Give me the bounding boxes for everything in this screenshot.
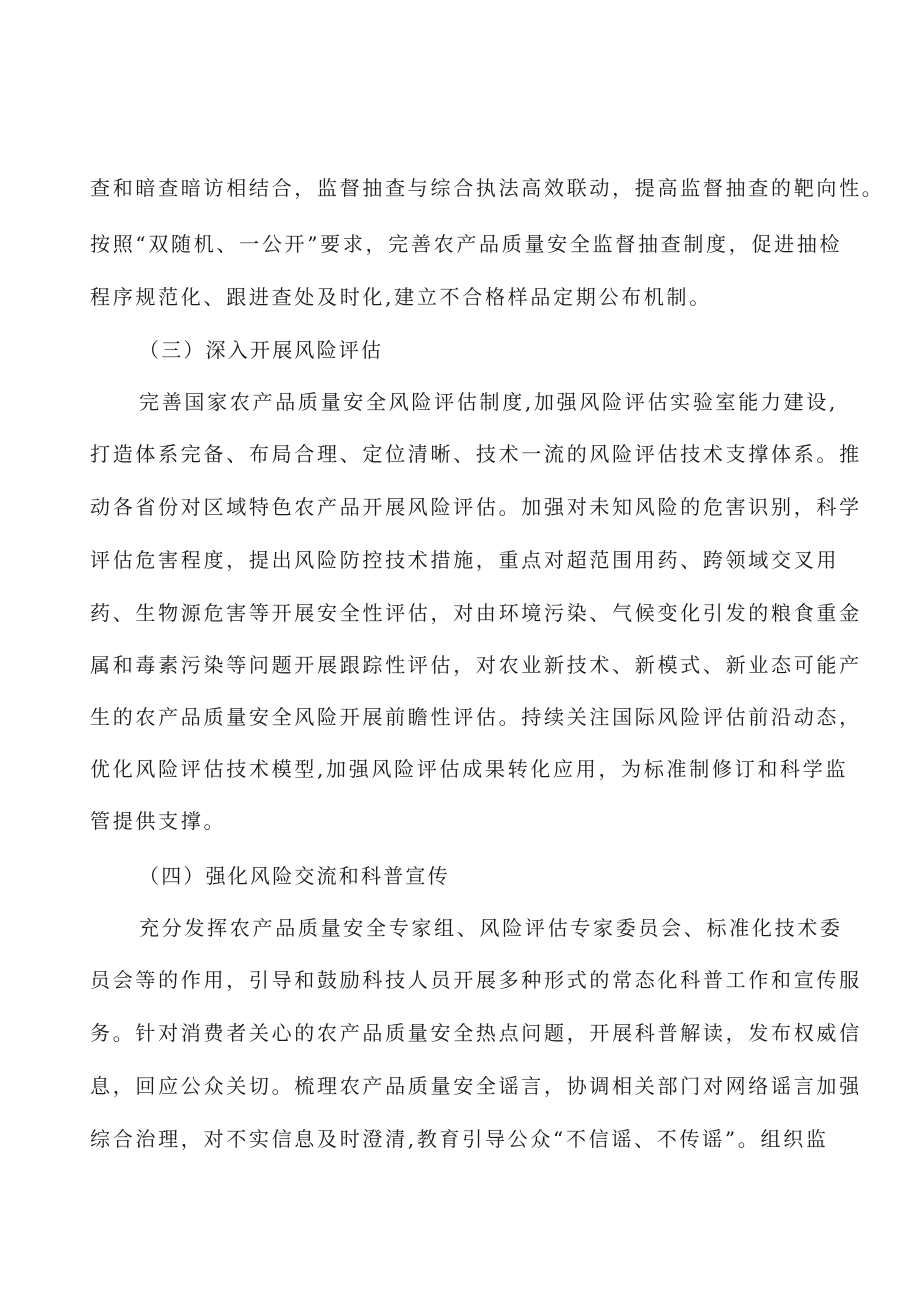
text-line: 属和毒素污染等问题开展跟踪性评估，对农业新技术、新模式、新业态可能产 <box>90 653 862 677</box>
section-heading-risk-communication: （四）强化风险交流和科普宣传 <box>139 864 450 888</box>
text-line: 程序规范化、跟进查处及时化,建立不合格样品定期公布机制。 <box>90 285 712 309</box>
text-line: 按照“双随机、一公开”要求，完善农产品质量安全监督抽查制度，促进抽检 <box>90 232 843 256</box>
text-line: 动各省份对区域特色农产品开展风险评估。加强对未知风险的危害识别，科学 <box>90 495 862 519</box>
text-line: 评估危害程度，提出风险防控技术措施，重点对超范围用药、跨领域交叉用 <box>90 548 840 572</box>
text-line: 查和暗查暗访相结合，监督抽查与综合执法高效联动，提高监督抽查的靶向性。 <box>90 176 885 200</box>
text-line: 管提供支撑。 <box>90 809 227 833</box>
text-line: 打造体系完备、布局合理、定位清晰、技术一流的风险评估技术支撑体系。推 <box>90 442 862 466</box>
text-line: 优化风险评估技术模型,加强风险评估成果转化应用，为标准制修订和科学监 <box>90 757 849 781</box>
text-line: 充分发挥农产品质量安全专家组、风险评估专家委员会、标准化技术委 <box>139 916 843 940</box>
text-line: 综合治理，对不实信息及时澄清,教育引导公众“不信谣、不传谣”。组织监 <box>90 1127 829 1151</box>
section-heading-risk-assessment: （三）深入开展风险评估 <box>139 338 384 362</box>
text-line: 药、生物源危害等开展安全性评估，对由环境污染、气候变化引发的粮食重金 <box>90 601 862 625</box>
text-line: 员会等的作用，引导和鼓励科技人员开展多种形式的常态化科普工作和宣传服 <box>90 968 862 992</box>
text-line: 务。针对消费者关心的农产品质量安全热点问题，开展科普解读，发布权威信 <box>90 1021 862 1045</box>
text-line: 完善国家农产品质量安全风险评估制度,加强风险评估实验室能力建设, <box>139 390 839 414</box>
text-line: 息，回应公众关切。梳理农产品质量安全谣言，协调相关部门对网络谣言加强 <box>90 1074 862 1098</box>
text-line: 生的农产品质量安全风险开展前瞻性评估。持续关注国际风险评估前沿动态， <box>90 705 862 729</box>
